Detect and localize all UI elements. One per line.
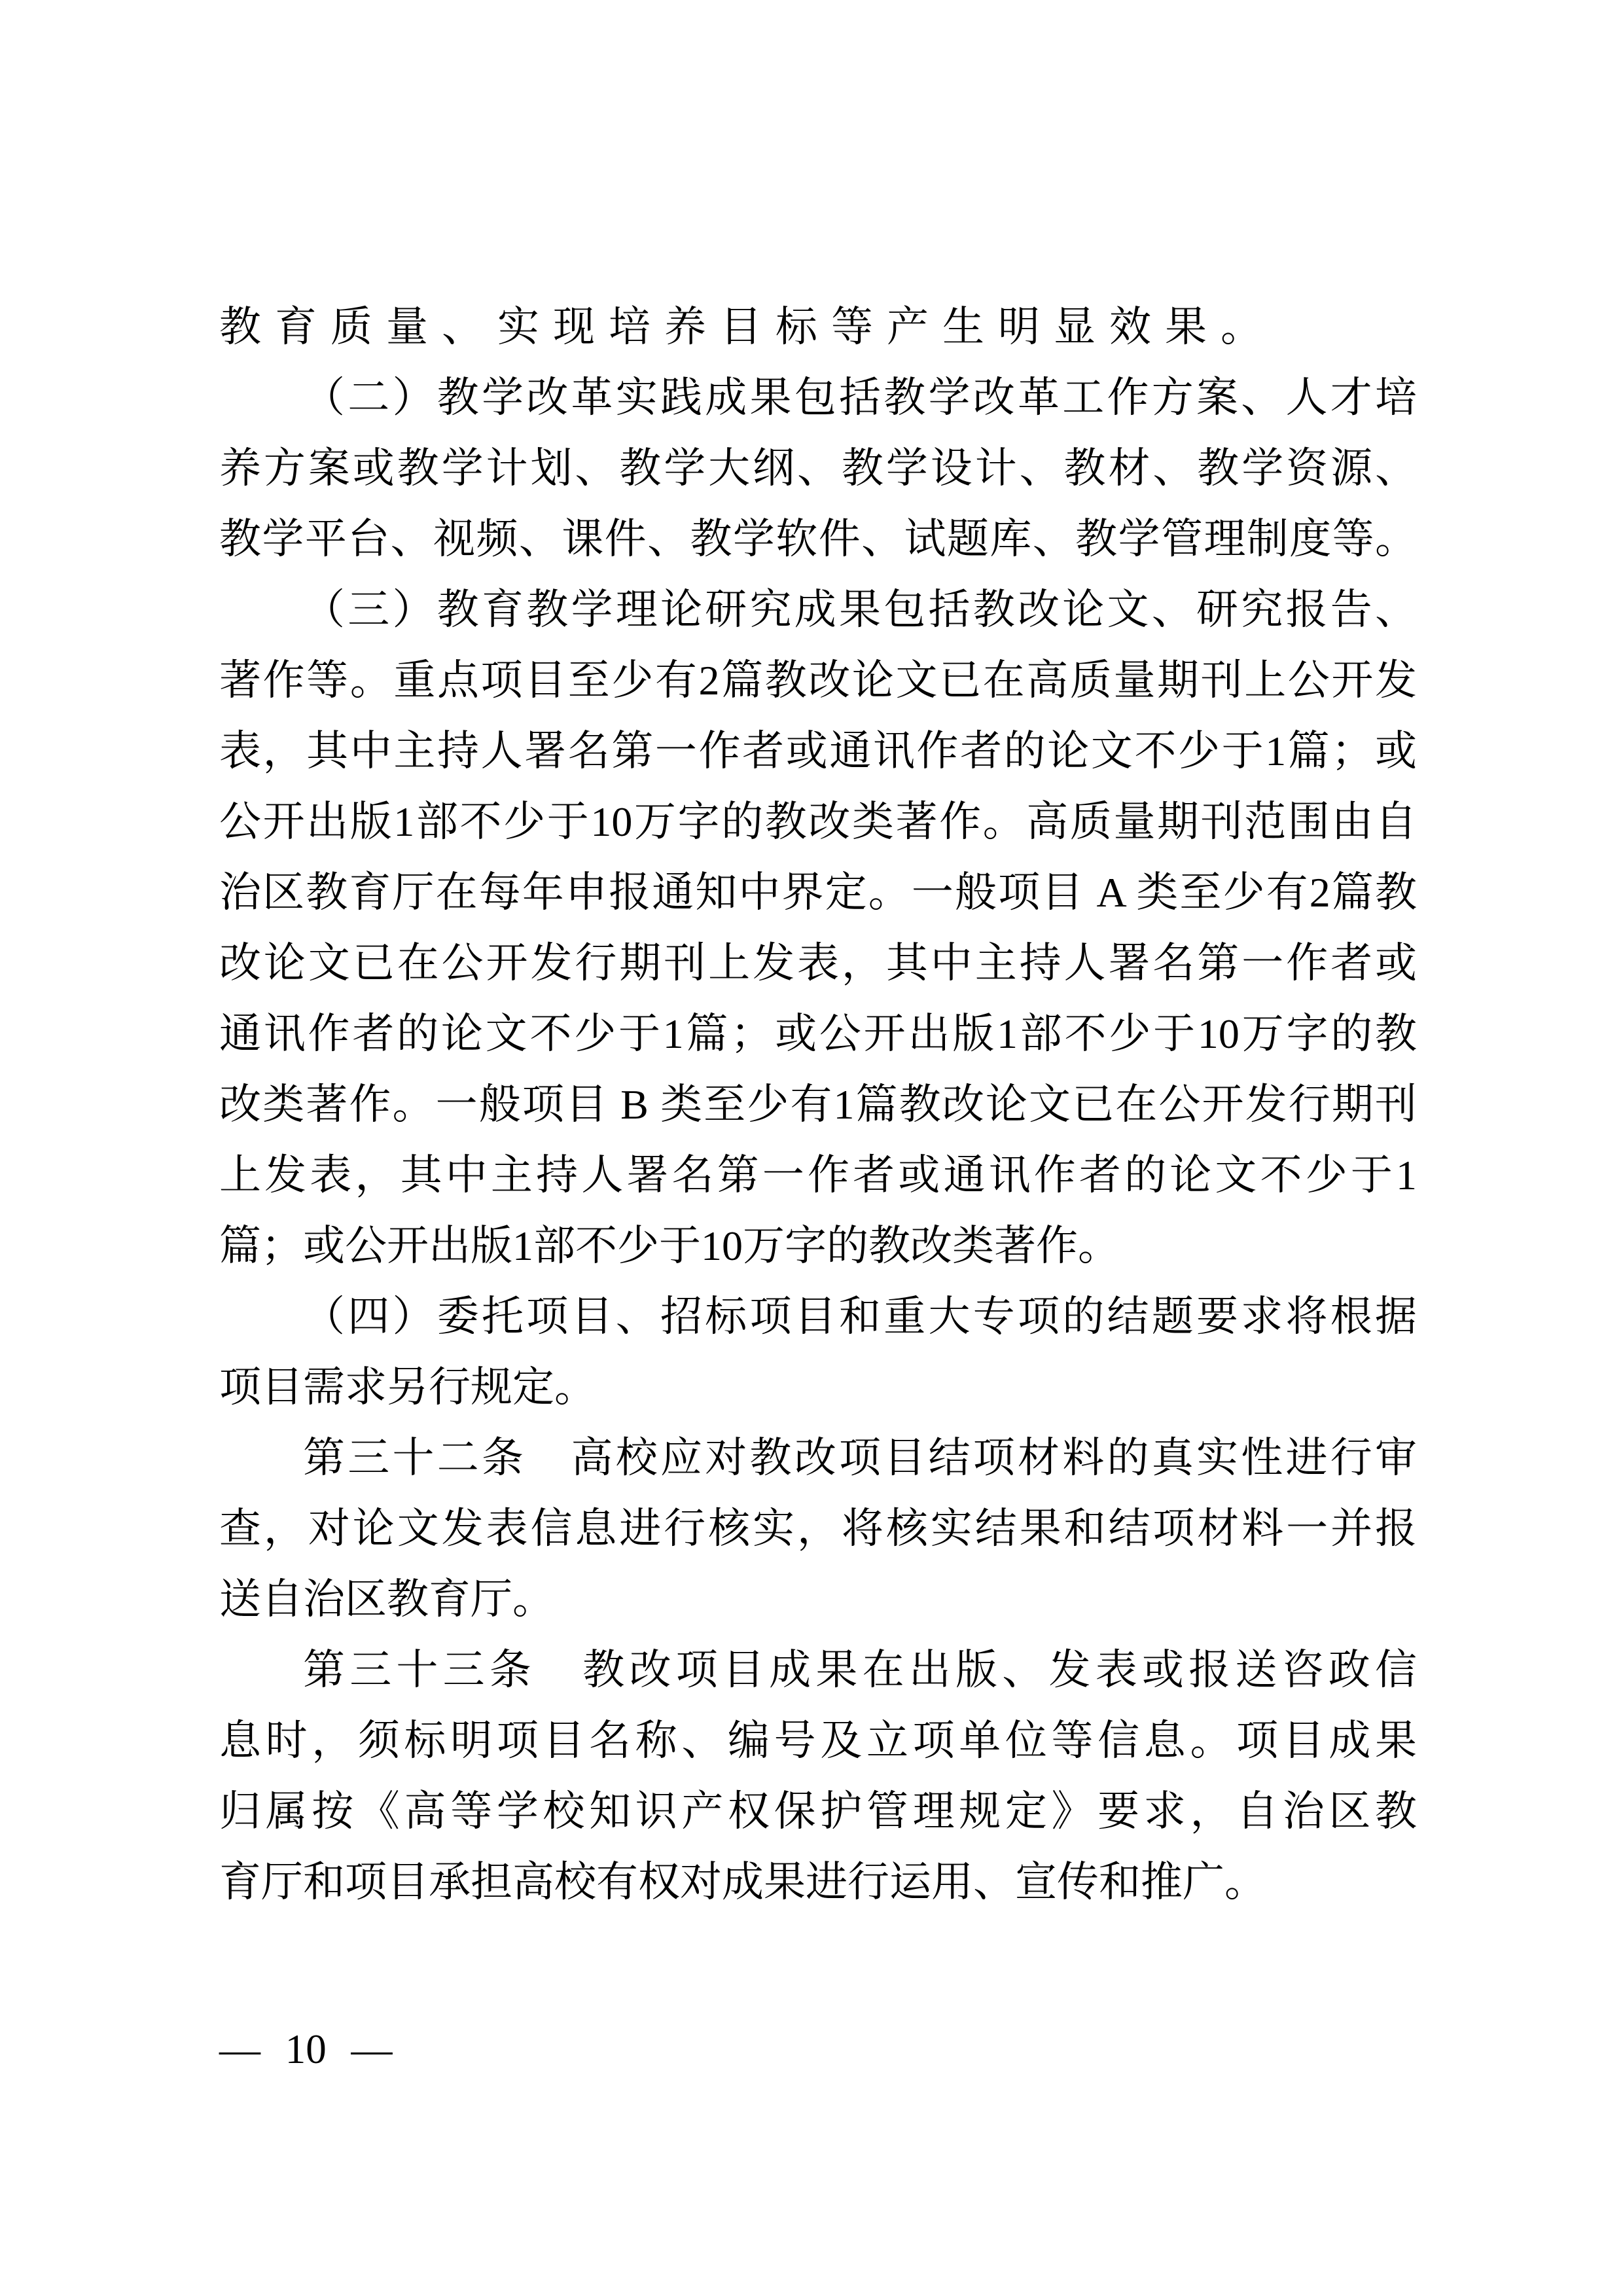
text-line: 育厅和项目承担高校有权对成果进行运用、宣传和推广。 <box>219 1859 1266 1905</box>
text-line: 第三十二条 高校应对教改项目结项材料的真实性进行审 <box>303 1435 1417 1481</box>
text-line: 查，对论文发表信息进行核实，将核实结果和结项材料一并报 <box>219 1505 1417 1552</box>
text-line: 著作等。重点项目至少有2篇教改论文已在高质量期刊上公开发 <box>219 657 1417 704</box>
text-line: 教学平台、视频、课件、教学软件、试题库、教学管理制度等。 <box>219 516 1417 562</box>
text-line: 养方案或教学计划、教学大纲、教学设计、教材、教学资源、 <box>219 445 1417 492</box>
text-line: 篇；或公开出版1部不少于10万字的教改类著作。 <box>219 1223 1120 1269</box>
text-line: （四）委托项目、招标项目和重大专项的结题要求将根据 <box>303 1293 1417 1340</box>
text-line: 公开出版1部不少于10万字的教改类著作。高质量期刊范围由自 <box>219 798 1417 845</box>
text-line: （二）教学改革实践成果包括教学改革工作方案、人才培 <box>303 374 1417 421</box>
document-body <box>219 292 1417 1918</box>
text-line: 项目需求另行规定。 <box>219 1364 596 1410</box>
text-line: 息时，须标明项目名称、编号及立项单位等信息。项目成果 <box>219 1717 1417 1764</box>
text-line: 改论文已在公开发行期刊上发表，其中主持人署名第一作者或 <box>219 940 1417 986</box>
text-line: 教育质量、实现培养目标等产生明显效果。 <box>219 304 1276 350</box>
page-number: — 10 — <box>219 2026 393 2072</box>
text-line: 送自治区教育厅。 <box>219 1576 554 1623</box>
text-line: 改类著作。一般项目 B 类至少有1篇教改论文已在公开发行期刊 <box>219 1081 1417 1128</box>
text-line: 通讯作者的论文不少于1篇；或公开出版1部不少于10万字的教 <box>219 1011 1417 1057</box>
text-line: （三）教育教学理论研究成果包括教改论文、研究报告、 <box>303 586 1417 633</box>
text-line: 归属按《高等学校知识产权保护管理规定》要求，自治区教 <box>219 1788 1417 1835</box>
text-line: 治区教育厅在每年申报通知中界定。一般项目 A 类至少有2篇教 <box>219 869 1417 916</box>
text-line: 表，其中主持人署名第一作者或通讯作者的论文不少于1篇；或 <box>219 728 1417 774</box>
text-line: 第三十三条 教改项目成果在出版、发表或报送咨政信 <box>303 1647 1417 1693</box>
text-line: 上发表，其中主持人署名第一作者或通讯作者的论文不少于1 <box>219 1152 1417 1198</box>
